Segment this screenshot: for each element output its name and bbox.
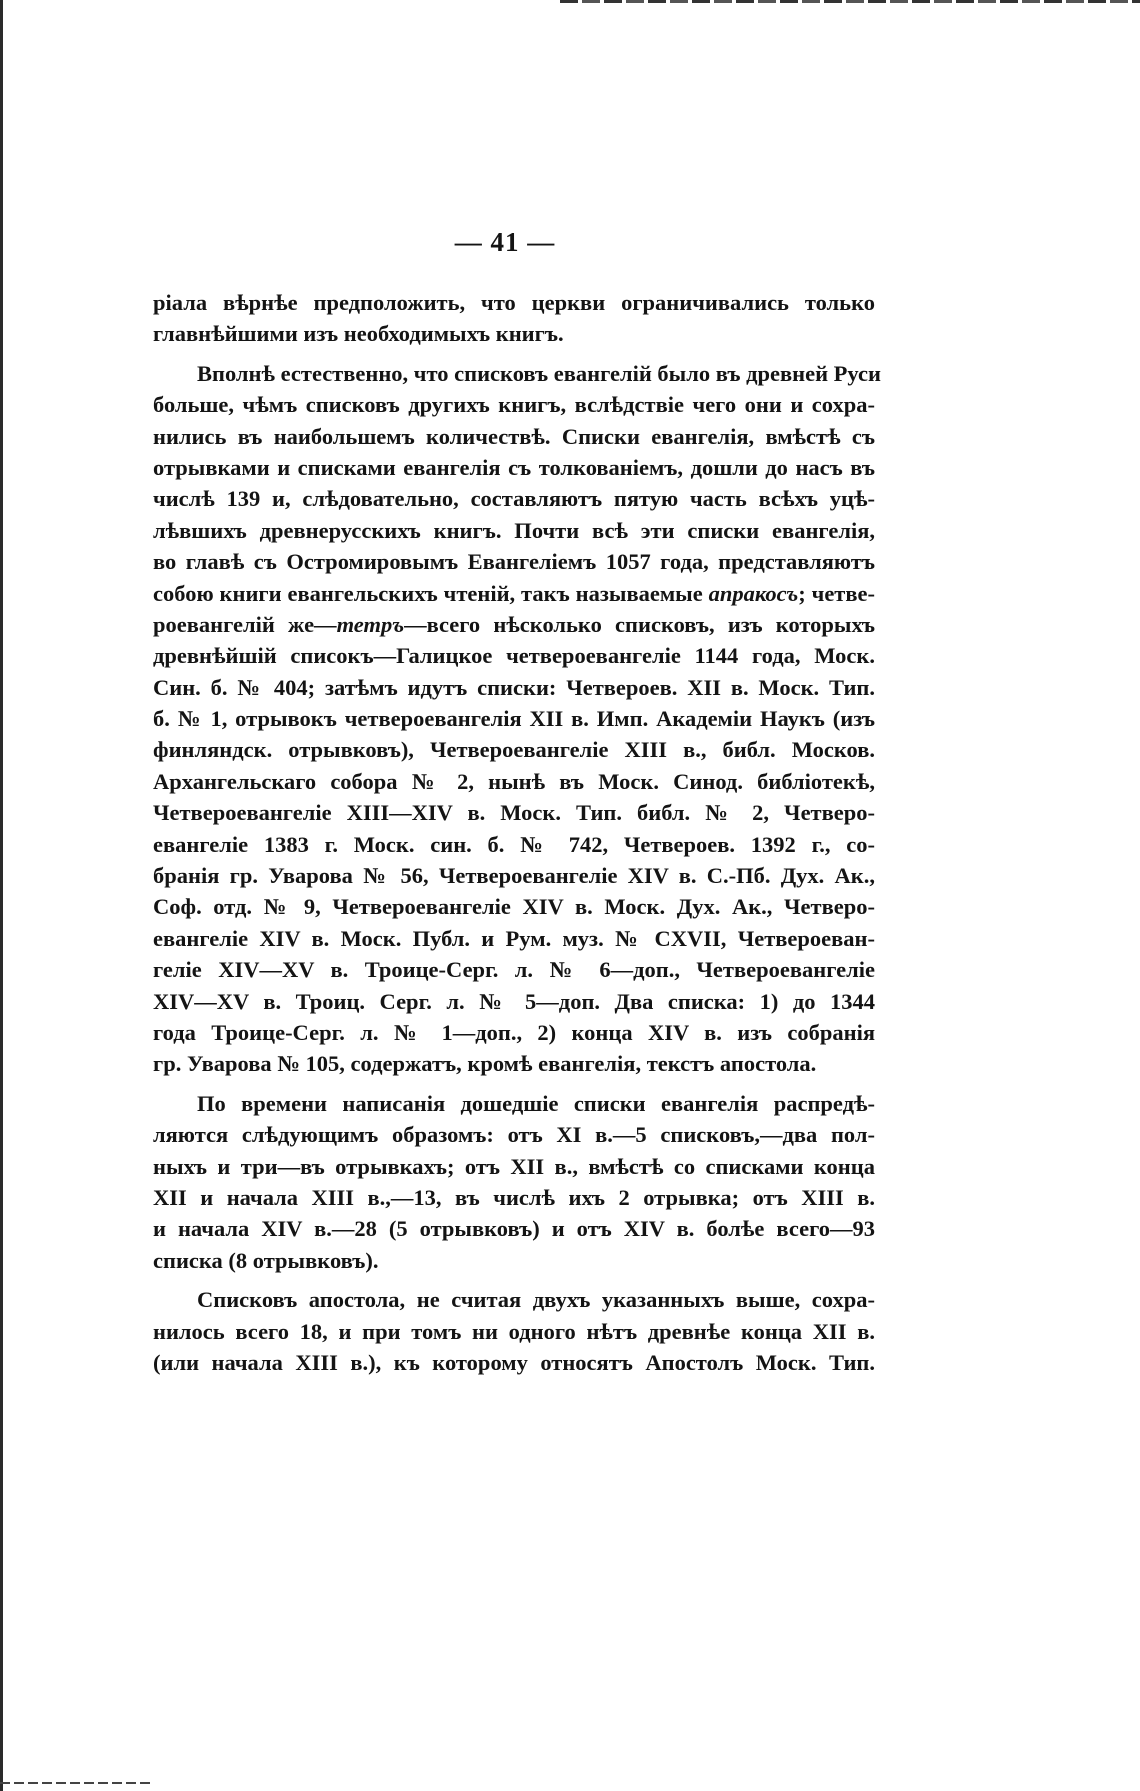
text-line: нились въ наибольшемъ количествѣ. Списки евангелія, вмѣстѣ съ (153, 423, 875, 449)
text-line: Четвероевангеліе XIII—XIV в. Моск. Тип. библ. № 2, Четверо- (153, 800, 875, 826)
text-line: ріала вѣрнѣе предположить, что церкви ограничивались только (153, 290, 875, 315)
italic-term: апракосъ (708, 580, 799, 606)
text-line: числѣ 139 и, слѣдовательно, составляютъ пятую часть всѣхъ уцѣ- (153, 486, 875, 512)
text-line: Соф. отд. № 9, Четвероевангеліе XIV в. Моск. Дух. Ак., Четверо- (153, 894, 875, 920)
text-line: лѣвшихъ древнерусскихъ книгъ. Почти всѣ эти списки евангелія, (153, 517, 875, 543)
text-line: списка (8 отрывковъ). (153, 1247, 379, 1273)
text-line: б. № 1, отрывокъ четвероевангелія XII в. Имп. Академіи Наукъ (изъ (153, 706, 875, 732)
text-line: геліе XIV—XV в. Троице-Серг. л. № 6—доп., Четвероевангеліе (153, 957, 875, 983)
text-line: главнѣйшими изъ необходимыхъ книгъ. (153, 321, 564, 347)
text-line: отрывками и списками евангелія съ толкованіемъ, дошли до насъ въ (153, 454, 875, 480)
body-text (153, 287, 881, 1378)
text-line (153, 609, 875, 640)
text-line: финляндск. отрывковъ), Четвероевангеліе XIII в., библ. Москов. (153, 737, 875, 763)
text-line: древнѣйшій списокъ—Галицкое четвероевангеліе 1144 года, Моск. (153, 643, 875, 669)
text-line: нилось всего 18, и при томъ ни одного нѣтъ древнѣе конца XII в. (153, 1318, 875, 1344)
text-line: гр. Уварова № 105, содержатъ, кромѣ евангелія, текстъ апостола. (153, 1051, 817, 1077)
top-edge-marks (560, 0, 1140, 3)
text-line: Списковъ апостола, не считая двухъ указанныхъ выше, сохра- (197, 1287, 875, 1313)
text-segment: —всего нѣсколько списковъ, изъ которыхъ (404, 611, 875, 637)
text-line: евангеліе 1383 г. Моск. син. б. № 742, Четвероев. 1392 г., со- (153, 831, 875, 857)
text-line: и начала XIV в.—28 (5 отрывковъ) и отъ XIV в. болѣе всего—93 (153, 1216, 875, 1242)
text-segment: собою книги евангельскихъ чтеній, такъ называемые (153, 580, 703, 606)
bottom-edge-marks (0, 1782, 150, 1784)
italic-term: тетръ (336, 611, 405, 637)
text-line: По времени написанія дошедшіе списки евангелія распредѣ- (197, 1090, 875, 1116)
text-line: XII и начала XIII в.,—13, въ числѣ ихъ 2 отрывка; отъ XIII в. (153, 1184, 875, 1210)
text-line: года Троице-Серг. л. № 1—доп., 2) конца XIV в. изъ собранія (153, 1019, 875, 1045)
text-line: (или начала XIII в.), къ которому относятъ Апостолъ Моск. Тип. (153, 1349, 875, 1375)
text-line: больше, чѣмъ списковъ другихъ книгъ, вслѣдствіе чего они и сохра- (153, 392, 875, 418)
text-line: XIV—XV в. Троиц. Серг. л. № 5—доп. Два списка: 1) до 1344 (153, 988, 875, 1014)
text-line: Вполнѣ естественно, что списковъ евангелій было въ древней Руси (197, 360, 881, 386)
text-line: ныхъ и три—въ отрывкахъ; отъ XII в., вмѣстѣ со списками конца (153, 1153, 875, 1179)
page-left-edge (0, 0, 3, 1791)
text-line: Син. б. № 404; затѣмъ идутъ списки: Четвероев. XII в. Моск. Тип. (153, 674, 875, 700)
text-segment: ; четве- (798, 580, 875, 606)
text-line: ляются слѣдующимъ образомъ: отъ XI в.—5 списковъ,—два пол- (153, 1122, 875, 1148)
text-line: бранія гр. Уварова № 56, Четвероевангеліе XIV в. С.-Пб. Дух. Ак., (153, 863, 875, 889)
text-line: евангеліе XIV в. Моск. Публ. и Рум. муз. № CXVII, Четвероеван- (153, 925, 875, 951)
text-line (153, 578, 875, 609)
text-line: Архангельскаго собора № 2, нынѣ въ Моск. Синод. библіотекѣ, (153, 768, 875, 794)
text-segment: роевангелій же— (153, 611, 337, 637)
page-number: — 41 — (454, 227, 556, 257)
text-line: во главѣ съ Остромировымъ Евангеліемъ 1057 года, представляютъ (153, 549, 875, 575)
